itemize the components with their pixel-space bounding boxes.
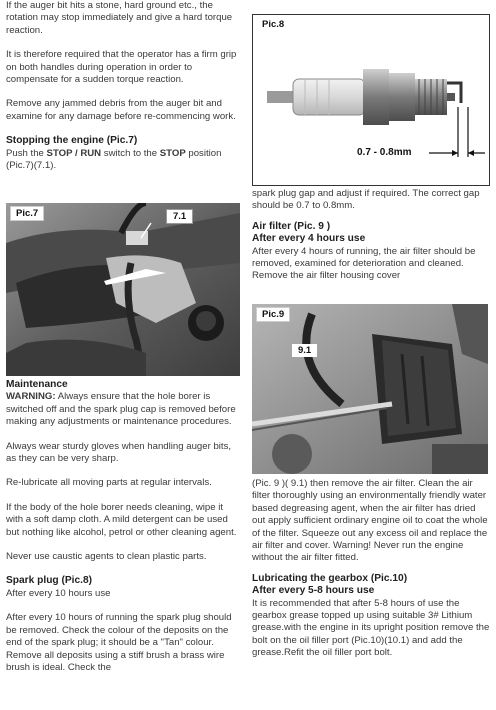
figure-label: Pic.7	[10, 206, 44, 221]
callout-7-1: 7.1	[166, 209, 193, 224]
spark-interval: After every 10 hours use	[6, 587, 111, 599]
gap-dimension: 0.7 - 0.8mm	[357, 147, 412, 158]
figure-pic9	[252, 304, 488, 474]
air-filter-interval: After every 4 hours use	[252, 233, 366, 245]
paragraph-torque: If the auger bit hits a stone, hard ground etc., the rotation may stop immediately and give a hard torque reaction.	[6, 0, 233, 36]
paragraph-grip: It is therefore required that the operator has a firm grip on both handles during operation in order to compensate for a sudden torque reaction.	[6, 49, 237, 86]
figure-pic8	[252, 14, 490, 186]
right-column-lower	[252, 478, 490, 660]
heading-maintenance: Maintenance	[6, 379, 68, 390]
right-column-upper	[252, 188, 490, 283]
left-column-lower	[6, 379, 242, 674]
paragraph-debris: Remove any jammed debris from the auger bit and examine for any damage before re-commencing work.	[6, 98, 236, 122]
paragraph-spark-plug: After every 10 hours of running the spark plug should be removed. Check the colour of the deposits on the end of the spark plug; it should be a "Tan" colour. Remove all deposits using a stiff brush a brass wire brush is ideal. Check the	[6, 612, 232, 673]
air-filter-photo	[252, 304, 488, 474]
paragraph-gloves: Always wear sturdy gloves when handling auger bits, as they can be very sharp.	[6, 440, 232, 465]
heading-air-filter: Air filter (Pic. 9 )	[252, 220, 331, 232]
left-column	[6, 0, 242, 172]
figure-pic7	[6, 203, 240, 376]
paragraph-stop: Push the STOP / RUN switch to the STOP position (Pic.7)(7.1).	[6, 147, 222, 172]
paragraph-caustic: Never use caustic agents to clean plastic parts.	[6, 551, 207, 563]
spark-plug-diagram	[253, 15, 489, 185]
paragraph-plug-gap: spark plug gap and adjust if required. The correct gap should be 0.7 to 0.8mm.	[252, 188, 480, 212]
paragraph-cleaning: If the body of the hole borer needs cleaning, wipe it with a soft damp cloth. A mild detergent can be used but nothing like alcohol, petrol or other cleaning agent.	[6, 501, 237, 538]
paragraph-gearbox: It is recommended that after 5-8 hours of use the gearbox grease topped up using suitable 3# Lithium grease.with the engine in its upright position remove the bolt on the oil filler port (Pic.10)(10.1) and add the grease.Refit the oil filler port bolt.	[252, 597, 490, 659]
handle-photo	[6, 203, 240, 376]
paragraph-air-filter: After every 4 hours of running, the air filter should be removed, examined for deterioration and cleaned. Remove the air filter housing cover	[252, 245, 476, 282]
paragraph-lubricate: Re-lubricate all moving parts at regular intervals.	[6, 477, 212, 489]
figure-label: Pic.9	[256, 307, 290, 322]
gearbox-interval: After every 5-8 hours use	[252, 585, 375, 597]
heading-spark-plug: Spark plug (Pic.8)	[6, 575, 93, 587]
figure-label: Pic.8	[257, 18, 289, 31]
heading-gearbox: Lubricating the gearbox (Pic.10)	[252, 572, 408, 584]
paragraph-air-filter-cleaning: (Pic. 9 )( 9.1) then remove the air filter. Clean the air filter thoroughly using an environmentally friendly water based degreasing agent, when the air filter has dried out apply sufficient ordinary engine oil to coat the whole of the filter. Squeeze out any excess oil and replace the air filter and cover. Warning! Never run the engine without the air filter fitted.	[252, 478, 488, 564]
callout-9-1: 9.1	[292, 344, 317, 357]
paragraph-warning: WARNING: Always ensure that the hole borer is switched off and the spark plug cap is removed before making any adjustments or maintenance procedures.	[6, 391, 236, 428]
heading-stopping-engine: Stopping the engine (Pic.7)	[6, 135, 138, 147]
